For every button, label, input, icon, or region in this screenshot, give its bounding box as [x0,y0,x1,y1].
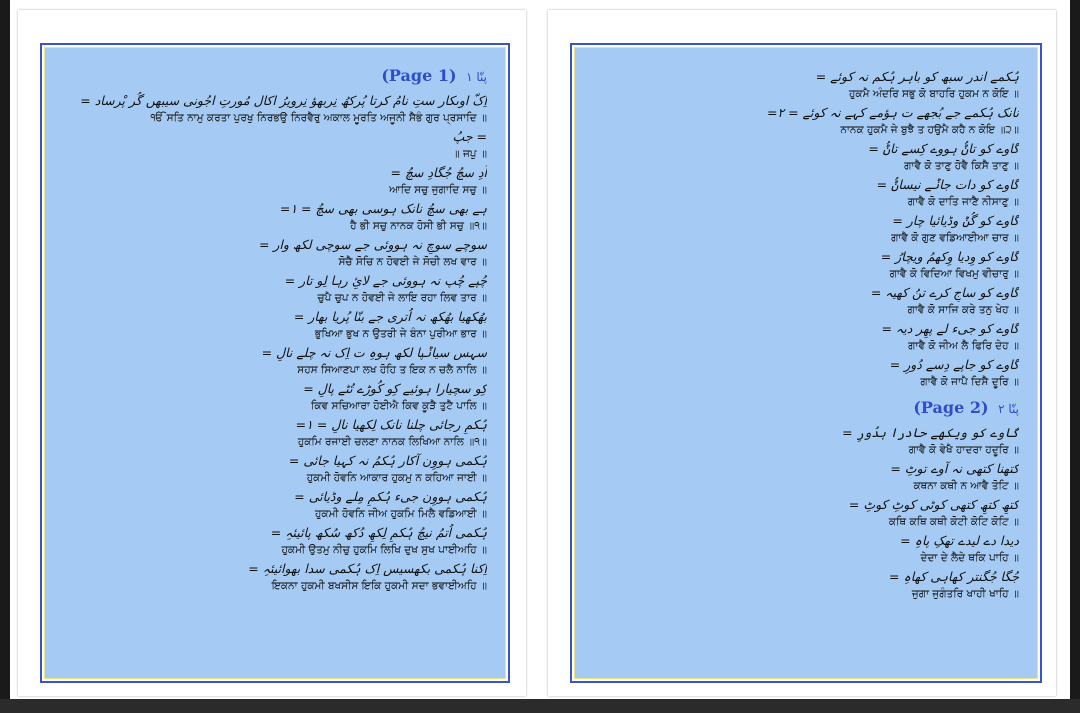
verse-gurmukhi-line: ਕਿਵ ਸਚਿਆਰਾ ਹੋਈਐ ਕਿਵ ਕੂੜੈ ਤੁਟੈ ਪਾਲਿ ॥ [311,400,487,412]
verse-shahmukhi-line: ہُکمی ہووِن آکار ہُکمُ نہ کہیا جائی = [288,453,487,468]
verse-shahmukhi-line: اِکّ اوںکار ستِ نامُ کرتا پُرکھُ نِربھؤ نِرویرُ اکال مُورتِ اجُونی سیبھں گُر پْرساد = [80,93,487,108]
verse-gurmukhi-line: ਗਾਵੈ ਕੋ ਵਿਦਿਆ ਵਿਖਮੁ ਵੀਚਾਰੁ ॥ [889,268,1019,280]
verse-gurmukhi-line: ਹੁਕਮੀ ਉਤਮੁ ਨੀਚੁ ਹੁਕਮਿ ਲਿਖਿ ਦੁਖ ਸੁਖ ਪਾਈਅਹਿ ॥ [281,544,487,556]
verse-shahmukhi-line: جُگا جُگنتر کھاہی کھاہِ = [889,569,1019,584]
verse [63,344,487,380]
verse [593,496,1019,532]
verse [63,560,487,596]
verse-shahmukhi-line: اِکنا ہُکمی بکھسیس اِک ہُکمی سدا بھوائیئہِ = [248,561,487,576]
verse-gurmukhi-line: ਗਾਵੈ ਕੋ ਵੇਖੈ ਹਾਦਰਾ ਹਦੂਰਿ ॥ [908,444,1019,456]
verse-gurmukhi-line: ਹੁਕਮੀ ਹੋਵਨਿ ਜੀਅ ਹੁਕਮਿ ਮਿਲੈ ਵਡਿਆਈ ॥ [314,508,487,520]
verse-gurmukhi-line: ਭੁਖਿਆ ਭੁਖ ਨ ਉਤਰੀ ਜੇ ਬੰਨਾ ਪੁਰੀਆ ਭਾਰ ॥ [314,328,487,340]
verse [63,164,487,200]
verse-gurmukhi-line: ਗਾਵੈ ਕੋ ਸਾਜਿ ਕਰੇ ਤਨੁ ਖੇਹ ॥ [907,304,1019,316]
verse-shahmukhi-line: ہُکمے اندر سبھ کو باہر ہُکم نہ کوئے = [815,69,1019,84]
verse-gurmukhi-line: ਹੁਕਮਿ ਰਜਾਈ ਚਲਣਾ ਨਾਨਕ ਲਿਖਿਆ ਨਾਲਿ ॥੧॥ [297,436,487,448]
verse [63,200,487,236]
verse-shahmukhi-line: گاوے کو ویکھے حادرا ہدُورِ = [842,425,1019,440]
verse-gurmukhi-line: ਗਾਵੈ ਕੋ ਗੁਣ ਵਡਿਆਈਆ ਚਾਰ ॥ [891,232,1019,244]
verse-shahmukhi-line: گاوے کو گُݨ وڈیائیا چار = [892,213,1019,228]
viewer-right-edge [1070,0,1080,713]
right-page-sheet [548,10,1056,696]
verse-gurmukhi-line: ਦੇਦਾ ਦੇ ਲੈਦੇ ਥਕਿ ਪਾਹਿ ॥ [920,552,1019,564]
page-2-label: (Page 2) [913,398,989,417]
verse [593,532,1019,568]
page-1-header [63,66,487,92]
left-page-content [45,66,505,596]
page-2-urdu-label: پنّا ۲ [998,402,1019,416]
verse-shahmukhi-line: گاوے کو جیء لے پھِر دیہ = [881,321,1019,336]
verse [63,452,487,488]
verse [63,380,487,416]
verse-gurmukhi-line: ॥ ਜਪੁ ॥ [452,148,487,160]
page-1-label: (Page 1) [381,66,457,85]
verse [63,92,487,128]
verse [593,104,1019,140]
verse-shahmukhi-line: آدِ سچُ جُگادِ سچُ = [390,165,487,180]
verse [593,212,1019,248]
page-2-header [593,398,1019,424]
verse-shahmukhi-line: ہُکمی ہووِن جیء ہُکمِ مِلے وڈیائی = [294,489,487,504]
verse [63,128,487,164]
verse-gurmukhi-line: ਕਥਿ ਕਥਿ ਕਥੀ ਕੋਟੀ ਕੋਟਿ ਕੋਟਿ ॥ [888,516,1019,528]
verse-gurmukhi-line: ਚੁਪੈ ਚੁਪ ਨ ਹੋਵਈ ਜੇ ਲਾਇ ਰਹਾ ਲਿਵ ਤਾਰ ॥ [317,292,487,304]
verse-gurmukhi-line: ਕਥਨਾ ਕਥੀ ਨ ਆਵੈ ਤੋਟਿ ॥ [913,480,1019,492]
verse-shahmukhi-line: نانک ہُکمے جے بُجھے ت ہؤمے کہے نہ کوئے = ۲= [766,105,1019,120]
verse-shahmukhi-line: ہُکمِ رجائی چلنا نانک لِکھیا نالِ = ۱= [295,417,487,432]
right-page-content [575,68,1037,604]
verse-gurmukhi-line: ਨਾਨਕ ਹੁਕਮੈ ਜੇ ਬੁਝੈ ਤ ਹਉਮੈ ਕਹੈ ਨ ਕੋਇ ॥੨॥ [840,124,1019,136]
verse-shahmukhi-line: گاوے کو جاپے دِسے دُورِ = [889,357,1019,372]
left-page-sheet [18,10,526,696]
verse [593,320,1019,356]
verse-shahmukhi-line: گاوے کو وِدیا وِکھمُ ویچارُ = [880,249,1019,264]
verse-shahmukhi-line: ہے بھی سچُ نانک ہوسی بھی سچُ = ۱= [279,201,487,216]
verse-shahmukhi-line: کتھنا کتھی نہ آوے توٹِ = [890,461,1019,476]
verse [593,568,1019,604]
verse-shahmukhi-line: سہس سیاݨپا لکھ ہوہِ ت اِک نہ چلے نالِ = [261,345,487,360]
verse-shahmukhi-line: دیدا دے لیدے تھکِ پاہِ = [900,533,1019,548]
page-1-urdu-label: پنّا ۱ [466,70,487,84]
verse-gurmukhi-line: ਸੋਚੈ ਸੋਚਿ ਨ ਹੋਵਈ ਜੇ ਸੋਚੀ ਲਖ ਵਾਰ ॥ [338,256,487,268]
verse-shahmukhi-line: ہُکمی اُتمُ نیچُ ہُکمِ لِکھِ دُکھ سُکھ پائیئہِ = [270,525,487,540]
right-page-panel [574,47,1038,679]
page-1-continued-verses [593,68,1019,392]
verse-shahmukhi-line: = جپُ [452,129,487,144]
verse-shahmukhi-line: سوچے سوچِ نہ ہووئی جے سوچی لکھ وار = [258,237,487,252]
verse-gurmukhi-line: ੴ ਸਤਿ ਨਾਮੁ ਕਰਤਾ ਪੁਰਖੁ ਨਿਰਭਉ ਨਿਰਵੈਰੁ ਅਕਾਲ ਮੂਰਤਿ ਅਜੂਨੀ ਸੈਭੰ ਗੁਰ ਪ੍ਰਸਾਦਿ ॥ [150,112,487,124]
verse [63,272,487,308]
verse-shahmukhi-line: چُپے چُپ نہ ہووئی جے لائِ رہا لِو تار = [284,273,487,288]
verse-shahmukhi-line: گاوے کو دات جاݨے نیساݨُ = [876,177,1019,192]
page-1-verses [63,92,487,596]
verse [63,524,487,560]
verse-shahmukhi-line: بھُکھیا بھُکھ نہ اُتری جے بنّا پُریا بھار = [293,309,487,324]
verse-gurmukhi-line: ਹੁਕਮੈ ਅੰਦਰਿ ਸਭੁ ਕੋ ਬਾਹਰਿ ਹੁਕਮ ਨ ਕੋਇ ॥ [848,88,1019,100]
verse [63,236,487,272]
verse [593,460,1019,496]
verse-gurmukhi-line: ਗਾਵੈ ਕੋ ਤਾਣੁ ਹੋਵੈ ਕਿਸੈ ਤਾਣੁ ॥ [904,160,1019,172]
verse-gurmukhi-line: ਜੁਗਾ ਜੁਗੰਤਰਿ ਖਾਹੀ ਖਾਹਿ ॥ [911,588,1019,600]
viewer-left-edge [0,0,10,713]
verse [593,68,1019,104]
verse-gurmukhi-line: ਗਾਵੈ ਕੋ ਜੀਅ ਲੈ ਫਿਰਿ ਦੇਹ ॥ [908,340,1019,352]
verse [593,356,1019,392]
verse-gurmukhi-line: ਹੈ ਭੀ ਸਚੁ ਨਾਨਕ ਹੋਸੀ ਭੀ ਸਚੁ ॥੧॥ [350,220,487,232]
verse-gurmukhi-line: ਗਾਵੈ ਕੋ ਦਾਤਿ ਜਾਣੈ ਨੀਸਾਣੁ ॥ [907,196,1019,208]
verse-gurmukhi-line: ਇਕਨਾ ਹੁਕਮੀ ਬਖਸੀਸ ਇਕਿ ਹੁਕਮੀ ਸਦਾ ਭਵਾਈਅਹਿ ॥ [271,580,487,592]
verse [63,416,487,452]
verse-gurmukhi-line: ਆਦਿ ਸਚੁ ਜੁਗਾਦਿ ਸਚੁ ॥ [389,184,487,196]
verse-gurmukhi-line: ਹੁਕਮੀ ਹੋਵਨਿ ਆਕਾਰ ਹੁਕਮੁ ਨ ਕਹਿਆ ਜਾਈ ॥ [306,472,487,484]
verse-shahmukhi-line: کتھِ کتھِ کتھی کوٹی کوٹِ کوٹِ = [848,497,1019,512]
verse [593,140,1019,176]
verse [63,488,487,524]
verse-shahmukhi-line: گاوے کو ساجِ کرے تنُ کھیہ = [870,285,1019,300]
verse [593,248,1019,284]
verse [593,424,1019,460]
verse-gurmukhi-line: ਸਹਸ ਸਿਆਣਪਾ ਲਖ ਹੋਹਿ ਤ ਇਕ ਨ ਚਲੈ ਨਾਲਿ ॥ [297,364,487,376]
verse-gurmukhi-line: ਗਾਵੈ ਕੋ ਜਾਪੈ ਦਿਸੈ ਦੂਰਿ ॥ [920,376,1019,388]
verse [593,176,1019,212]
verse [63,308,487,344]
left-page-panel [44,47,506,679]
viewer-bottom-bar [0,699,1080,713]
right-page-frame [570,43,1042,683]
page-2-verses [593,424,1019,604]
verse-shahmukhi-line: کِو سچیارا ہوئیے کِو کُوڑے تُٹے پالِ = [303,381,487,396]
verse [593,284,1019,320]
verse-shahmukhi-line: گاوے کو تاݨُ ہووے کِسے تاݨُ = [868,141,1019,156]
left-page-frame [40,43,510,683]
